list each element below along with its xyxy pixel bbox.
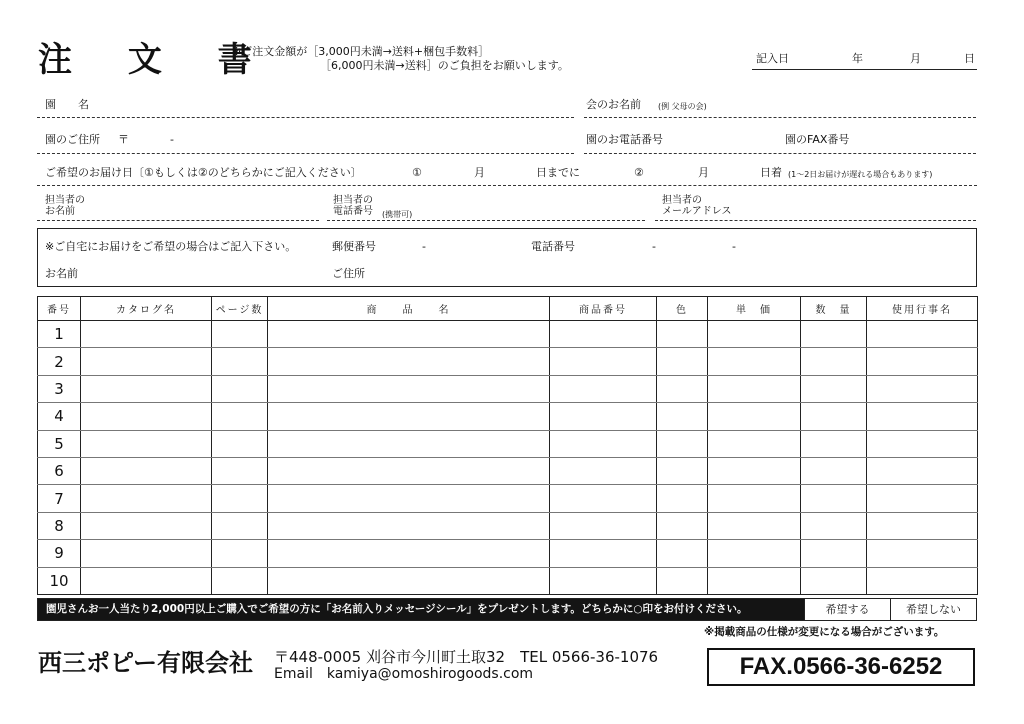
cell[interactable]	[801, 430, 867, 457]
school-phone-label: 園のお電話番号	[586, 133, 663, 146]
col-header: 番号	[38, 297, 81, 321]
cell[interactable]	[657, 540, 708, 567]
cell[interactable]	[867, 321, 978, 348]
cell[interactable]	[801, 457, 867, 484]
row-number: 9	[38, 540, 81, 567]
cell[interactable]	[801, 485, 867, 512]
delivery-date-label: ご希望のお届け日〔①もしくは②のどちらかにご記入ください〕	[45, 166, 362, 179]
school-name-field[interactable]	[37, 117, 574, 118]
home-postal-label: 郵便番号	[332, 240, 376, 253]
cell[interactable]	[708, 321, 801, 348]
cell[interactable]	[550, 375, 657, 402]
delivery-arrive-label: 日着	[760, 166, 782, 179]
table-row	[38, 403, 978, 430]
row-number: 6	[38, 457, 81, 484]
col-header: 商品番号	[550, 297, 657, 321]
delivery-date-field[interactable]	[37, 185, 977, 186]
cell[interactable]	[657, 348, 708, 375]
table-row	[38, 375, 978, 402]
entry-date-year: 年	[852, 52, 863, 65]
col-header: カタログ名	[81, 297, 212, 321]
cell[interactable]	[268, 321, 550, 348]
school-address-label: 園のご住所	[45, 133, 100, 146]
home-name-label: お名前	[45, 267, 78, 280]
cell[interactable]	[212, 567, 268, 594]
delivery-by-label: 日までに	[536, 166, 580, 179]
cell[interactable]	[212, 403, 268, 430]
cell[interactable]	[708, 457, 801, 484]
cell[interactable]	[657, 485, 708, 512]
home-phone-dash-2: -	[732, 240, 736, 253]
cell[interactable]	[867, 457, 978, 484]
cell[interactable]	[81, 457, 212, 484]
spec-change-note: ※掲載商品の仕様が変更になる場合がございます。	[704, 626, 945, 638]
table-row	[38, 485, 978, 512]
cell[interactable]	[550, 512, 657, 539]
table-row	[38, 430, 978, 457]
cell[interactable]	[212, 348, 268, 375]
table-row	[38, 321, 978, 348]
contact-mail-field[interactable]	[655, 220, 976, 221]
school-name-label: 園 名	[45, 98, 89, 111]
cell[interactable]	[708, 403, 801, 430]
cell[interactable]	[708, 485, 801, 512]
cell[interactable]	[268, 430, 550, 457]
home-delivery-note: ※ご自宅にお届けをご希望の場合はご記入下さい。	[45, 240, 297, 253]
cell[interactable]	[657, 430, 708, 457]
cell[interactable]	[801, 540, 867, 567]
table-header-row	[38, 297, 978, 321]
cell[interactable]	[268, 540, 550, 567]
cell[interactable]	[81, 567, 212, 594]
col-header: ページ数	[212, 297, 268, 321]
contact-name-field[interactable]	[37, 220, 319, 221]
school-fax-label: 園のFAX番号	[785, 133, 850, 146]
cell[interactable]	[708, 567, 801, 594]
entry-date-label: 記入日	[756, 52, 789, 65]
group-name-label: 会のお名前	[586, 98, 641, 111]
cell[interactable]	[657, 567, 708, 594]
cell[interactable]	[212, 512, 268, 539]
want-sticker-option[interactable]: 希望する	[804, 599, 890, 620]
table-row	[38, 348, 978, 375]
cell[interactable]	[212, 321, 268, 348]
contact-phone-label-2: 電話番号	[333, 206, 373, 217]
cell[interactable]	[867, 348, 978, 375]
contact-phone-field[interactable]	[327, 220, 645, 221]
contact-phone-note: (携帯可)	[382, 210, 413, 219]
home-address-label: ご住所	[332, 267, 365, 280]
cell[interactable]	[81, 348, 212, 375]
cell[interactable]	[550, 567, 657, 594]
cell[interactable]	[268, 567, 550, 594]
row-number: 1	[38, 321, 81, 348]
cell[interactable]	[268, 375, 550, 402]
col-header: 商 品 名	[268, 297, 550, 321]
cell[interactable]	[81, 321, 212, 348]
row-number: 5	[38, 430, 81, 457]
cell[interactable]	[657, 321, 708, 348]
cell[interactable]	[212, 457, 268, 484]
delivery-month2: 月	[698, 166, 709, 179]
cell[interactable]	[550, 403, 657, 430]
col-header: 使用行事名	[867, 297, 978, 321]
row-number: 7	[38, 485, 81, 512]
row-number: 8	[38, 512, 81, 539]
cell[interactable]	[212, 540, 268, 567]
home-delivery-box	[37, 228, 977, 287]
row-number: 3	[38, 375, 81, 402]
cell[interactable]	[867, 430, 978, 457]
cell[interactable]	[867, 567, 978, 594]
contact-name-label-2: お名前	[45, 206, 75, 217]
row-number: 4	[38, 403, 81, 430]
cell[interactable]	[212, 485, 268, 512]
cell[interactable]	[268, 512, 550, 539]
group-name-field[interactable]	[584, 117, 976, 118]
cell[interactable]	[268, 457, 550, 484]
cell[interactable]	[708, 512, 801, 539]
delivery-month1: 月	[474, 166, 485, 179]
table-row	[38, 567, 978, 594]
cell[interactable]	[867, 485, 978, 512]
contact-mail-label-1: 担当者の	[662, 195, 702, 206]
order-table	[37, 296, 978, 595]
cell[interactable]	[867, 512, 978, 539]
home-postal-dash: -	[422, 240, 426, 253]
company-address: 〒448-0005 刈谷市今川町土取32 TEL 0566-36-1076	[274, 648, 659, 666]
date-underline	[752, 69, 977, 70]
col-header: 単 価	[708, 297, 801, 321]
postal-dash: -	[170, 133, 174, 146]
school-address-field[interactable]	[37, 153, 574, 154]
cell[interactable]	[550, 430, 657, 457]
cell[interactable]	[708, 540, 801, 567]
cell[interactable]	[268, 348, 550, 375]
cell[interactable]	[550, 348, 657, 375]
cell[interactable]	[801, 348, 867, 375]
col-header: 数 量	[801, 297, 867, 321]
entry-date-month: 月	[910, 52, 921, 65]
shipping-note-line1: ※ご注文金額が［3,000円未満→送料+梱包手数料］	[232, 45, 490, 58]
cell[interactable]	[657, 403, 708, 430]
cell[interactable]	[81, 403, 212, 430]
page-title: 注 文 書	[38, 40, 274, 80]
contact-mail-label-2: メールアドレス	[662, 206, 732, 217]
company-fax: FAX.0566-36-6252	[707, 648, 975, 686]
message-sticker-bar	[37, 598, 977, 621]
table-row	[38, 512, 978, 539]
shipping-note-line2: ［6,000円未満→送料］のご負担をお願いします。	[320, 59, 569, 72]
cell[interactable]	[81, 540, 212, 567]
cell[interactable]	[550, 321, 657, 348]
cell[interactable]	[212, 375, 268, 402]
cell[interactable]	[657, 457, 708, 484]
cell[interactable]	[708, 348, 801, 375]
company-email[interactable]: Email kamiya@omoshirogoods.com	[274, 666, 534, 682]
no-sticker-option[interactable]: 希望しない	[890, 599, 976, 620]
cell[interactable]	[867, 375, 978, 402]
home-phone-dash-1: -	[652, 240, 656, 253]
cell[interactable]	[81, 485, 212, 512]
delivery-option2: ②	[634, 166, 644, 179]
cell[interactable]	[801, 403, 867, 430]
cell[interactable]	[867, 403, 978, 430]
cell[interactable]	[801, 321, 867, 348]
cell[interactable]	[657, 375, 708, 402]
cell[interactable]	[550, 540, 657, 567]
col-header: 色	[657, 297, 708, 321]
delivery-arrive-note: (1〜2日お届けが遅れる場合もあります)	[788, 170, 933, 179]
cell[interactable]	[81, 375, 212, 402]
table-row	[38, 540, 978, 567]
cell[interactable]	[708, 375, 801, 402]
row-number: 10	[38, 567, 81, 594]
cell[interactable]	[81, 430, 212, 457]
cell[interactable]	[550, 457, 657, 484]
school-phone-field[interactable]	[584, 153, 976, 154]
cell[interactable]	[801, 567, 867, 594]
cell[interactable]	[268, 403, 550, 430]
message-sticker-text: 園児さんお一人当たり2,000円以上ご購入でご希望の方に「お名前入りメッセージシール」をプレゼントします。どちらかに○印をお付けください。	[38, 599, 804, 620]
delivery-option1: ①	[412, 166, 422, 179]
home-phone-label: 電話番号	[531, 240, 575, 253]
company-name: 西三ポピー有限会社	[38, 649, 254, 677]
table-row	[38, 457, 978, 484]
postal-mark: 〒	[118, 133, 129, 146]
contact-phone-label-1: 担当者の	[333, 195, 373, 206]
group-name-example: (例 父母の会)	[658, 102, 707, 111]
cell[interactable]	[801, 512, 867, 539]
contact-name-label-1: 担当者の	[45, 195, 85, 206]
cell[interactable]	[867, 540, 978, 567]
cell[interactable]	[657, 512, 708, 539]
cell[interactable]	[268, 485, 550, 512]
cell[interactable]	[708, 430, 801, 457]
cell[interactable]	[801, 375, 867, 402]
entry-date-day: 日	[964, 52, 975, 65]
row-number: 2	[38, 348, 81, 375]
cell[interactable]	[212, 430, 268, 457]
cell[interactable]	[550, 485, 657, 512]
cell[interactable]	[81, 512, 212, 539]
